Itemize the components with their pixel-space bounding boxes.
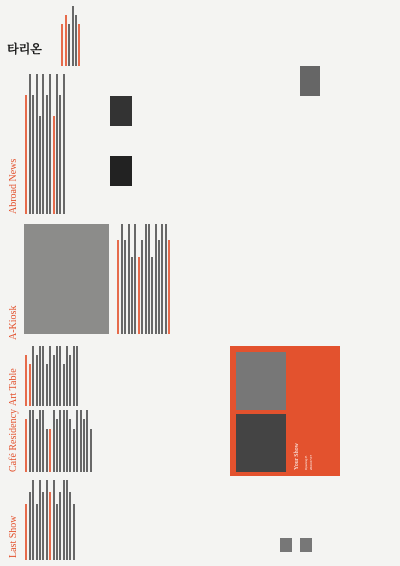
your-show-line2: 2023.07.07 (309, 454, 313, 470)
section-title-art-table: Art Table (8, 368, 19, 406)
last-show-photo-1 (280, 538, 292, 552)
a-kiosk-photo (24, 224, 109, 334)
your-show-title: Your Show (294, 443, 300, 470)
art-table-column (24, 346, 400, 406)
section-title-last-show: Last Show (8, 515, 19, 558)
section-title-abroad-news: Abroad News (8, 158, 19, 214)
right-notes-column (60, 6, 400, 66)
abroad-photo-1 (110, 156, 132, 186)
your-show-line1: Opening P. (304, 455, 308, 470)
a-kiosk-column (116, 224, 400, 334)
cafe-residency-column (24, 410, 400, 472)
your-show-photo-1 (236, 414, 286, 472)
abroad-photo-3 (300, 66, 320, 96)
abroad-news-column (24, 74, 400, 214)
your-show-box (230, 346, 340, 476)
abroad-photo-2 (110, 96, 132, 126)
last-show-photo-2 (300, 538, 312, 552)
last-show-column (24, 480, 400, 560)
section-title-cafe-residency: Café Residency (8, 408, 19, 472)
section-title-a-kiosk: A-Kiosk (8, 305, 19, 340)
your-show-photo-2 (236, 352, 286, 410)
logo: 타리온 (7, 42, 42, 57)
